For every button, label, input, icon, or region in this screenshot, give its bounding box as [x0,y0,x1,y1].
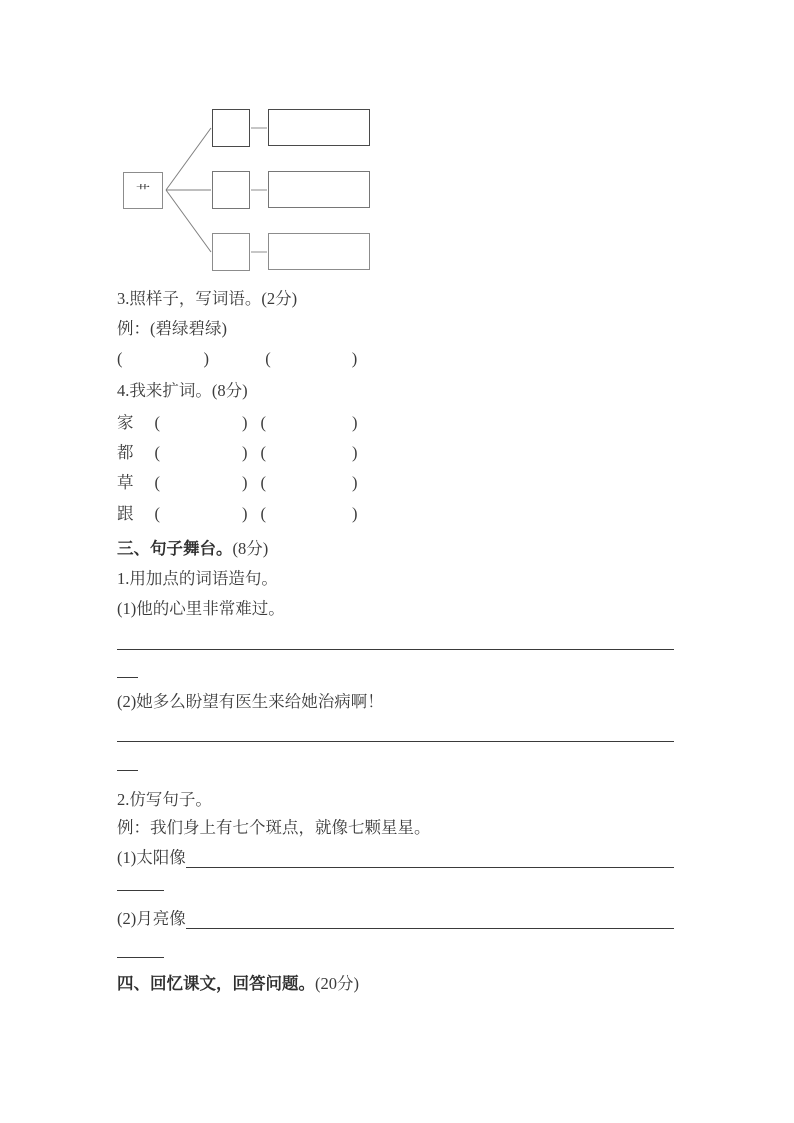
paren-close: ) [352,504,358,523]
answer-line-stub [117,770,138,771]
paren-open: ( [260,504,266,523]
section-3-heading [117,538,268,560]
expand-character: 草 [117,473,134,492]
q1-item-1: (1)他的心里非常难过。 [117,599,285,618]
diagram-root-box [123,172,163,209]
paren-open: ( [260,413,266,432]
q4-title: 4.我来扩词。(8分) [117,381,248,400]
q3-title: 3.照样子，写词语。(2分) [117,289,298,308]
q2-item-2: (2)月亮像 [117,909,186,928]
answer-line [117,649,674,650]
q2-item-1: (1)太阳像 [117,848,186,867]
paren-open: ( [154,413,160,432]
diagram-word-box-1 [268,109,370,146]
answer-line-stub [117,890,164,891]
paren-close: ) [242,504,248,523]
diagram-word-box-3 [268,233,370,270]
diagram-connector-lines [0,0,794,300]
paren-close: ) [352,473,358,492]
paren-open: ( [260,473,266,492]
expand-word-row [117,412,358,433]
q2-item-2-row [117,908,674,929]
diagram-word-box-2 [268,171,370,208]
expand-word-row [117,503,358,524]
paren-close: ) [352,443,358,462]
section-4-score: (20分) [315,974,359,993]
expand-character: 都 [117,443,134,462]
q2-item-1-row [117,847,674,868]
paren-open: ( [154,473,160,492]
q2-title: 2.仿写句子。 [117,790,212,809]
answer-line [117,741,674,742]
answer-underline [186,908,674,929]
answer-underline [186,847,674,868]
section-4-heading [117,973,359,995]
paren-close: ) [242,443,248,462]
q1-title: 1.用加点的词语造句。 [117,569,278,588]
diagram-character-box-3 [212,233,250,271]
section-3-title: 三、句子舞台。 [117,540,233,558]
expand-character: 跟 [117,504,134,523]
q2-example: 例：我们身上有七个斑点，就像七颗星星。 [117,818,431,837]
expand-word-row [117,472,358,493]
section-4-title: 四、回忆课文，回答问题。 [117,975,315,993]
answer-line-stub [117,957,164,958]
paren-open: ( [260,443,266,462]
q3-example: 例：(碧绿碧绿) [117,319,227,338]
paren-close: ) [203,349,209,368]
expand-word-row [117,442,358,463]
diagram-character-box-2 [212,171,250,209]
paren-close: ) [242,413,248,432]
diagram-character-box-1 [212,109,250,147]
q1-item-2: (2)她多么盼望有医生来给她治病啊！ [117,692,384,711]
paren-close: ) [352,413,358,432]
paren-open: ( [154,443,160,462]
paren-close: ) [351,349,358,368]
q3-blank-row [117,348,357,369]
grass-radical-label: 艹 [136,184,150,200]
paren-close: ) [242,473,248,492]
section-3-score: (8分) [232,539,269,558]
answer-line-stub [117,677,138,678]
paren-open: ( [265,349,271,368]
expand-character: 家 [117,413,134,432]
paren-open: ( [154,504,160,523]
paren-open: ( [117,349,123,368]
